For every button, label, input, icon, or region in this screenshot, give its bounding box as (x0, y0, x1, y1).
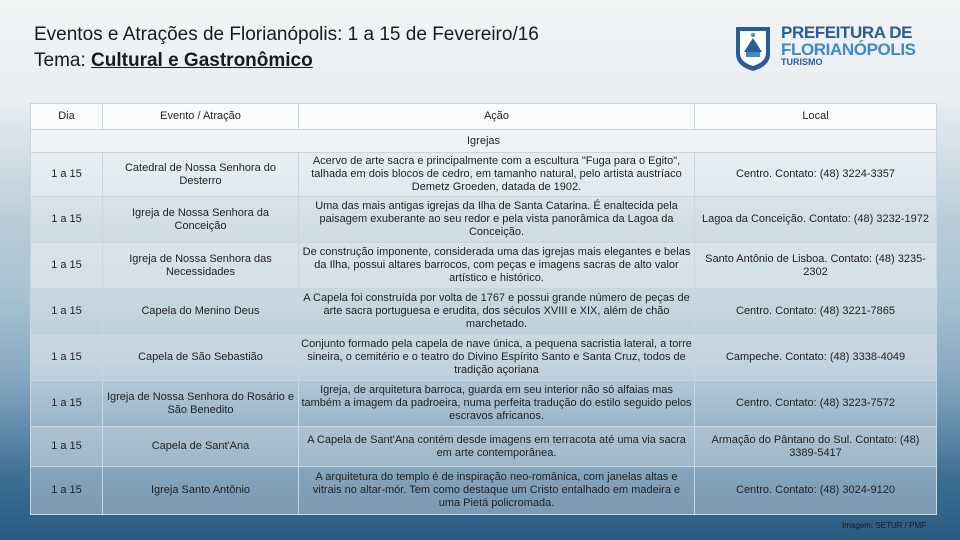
title-block (34, 22, 539, 74)
table-row (31, 467, 937, 515)
cell-acao: A Capela foi construída por volta de 1767 e possui grande número de peças de arte sacra portuguesa e erudita, dos séculos XVIII e XIX, além de chão marchetado. (299, 289, 695, 335)
table-row (31, 381, 937, 427)
cell-acao: Uma das mais antigas igrejas da Ilha de Santa Catarina. É enaltecida pela paisagem exuberante ao seu redor e pela vista panorâmica da Lagoa da Conceição. (299, 197, 695, 243)
logo-text-florianopolis: FLORIANÓPOLIS (781, 40, 916, 59)
table-row (31, 289, 937, 335)
prefeitura-logo (733, 24, 933, 74)
header-acao: Ação (299, 104, 695, 130)
table-row (31, 153, 937, 197)
image-credit: Imagem: SETUR / PMF (841, 521, 926, 530)
header-dia: Dia (31, 104, 103, 130)
table-row (31, 335, 937, 381)
page-title: Eventos e Atrações de Florianópolis: 1 a 15 de Fevereiro/16 (34, 24, 539, 45)
cell-evento: Capela de São Sebastião (103, 335, 299, 381)
page-subtitle (34, 48, 539, 74)
cell-evento: Capela do Menino Deus (103, 289, 299, 335)
cell-acao: De construção imponente, considerada uma das igrejas mais elegantes e belas da Ilha, possui altares barrocos, com peças e imagens sacras de alto valor artístico e histórico. (299, 243, 695, 289)
cell-evento: Igreja de Nossa Senhora do Rosário e São Benedito (103, 381, 299, 427)
cell-dia: 1 a 15 (31, 153, 103, 197)
city-seal-icon (733, 24, 773, 72)
events-table (30, 103, 937, 515)
logo-text-prefeitura: PREFEITURA DE (781, 23, 913, 42)
cell-evento: Catedral de Nossa Senhora do Desterro (103, 153, 299, 197)
cell-acao: Acervo de arte sacra e principalmente com a escultura "Fuga para o Egito", talhada em dois blocos de cedro, em tamanho natural, pelo artista austríaco Demetz Groeden, datada de 1902. (299, 153, 695, 197)
table-row (31, 243, 937, 289)
cell-acao: A Capela de Sant'Ana contém desde imagens em terracota até uma via sacra em arte contemporânea. (299, 427, 695, 467)
cell-evento: Capela de Sant'Ana (103, 427, 299, 467)
table-row (31, 197, 937, 243)
cell-dia: 1 a 15 (31, 335, 103, 381)
cell-local: Centro. Contato: (48) 3224-3357 (695, 153, 937, 197)
cell-dia: 1 a 15 (31, 381, 103, 427)
cell-dia: 1 a 15 (31, 197, 103, 243)
cell-local: Centro. Contato: (48) 3221-7865 (695, 289, 937, 335)
cell-dia: 1 a 15 (31, 289, 103, 335)
table-header-row (31, 104, 937, 130)
cell-local: Armação do Pântano do Sul. Contato: (48) 3389-5417 (695, 427, 937, 467)
cell-local: Centro. Contato: (48) 3223-7572 (695, 381, 937, 427)
table-row (31, 427, 937, 467)
header-local: Local (695, 104, 937, 130)
cell-evento: Igreja de Nossa Senhora da Conceição (103, 197, 299, 243)
cell-acao: Conjunto formado pela capela de nave única, a pequena sacristia lateral, a torre sineira, o cemitério e o teatro do Divino Espírito Santo e Santa Cruz, todos de tradição açoriana (299, 335, 695, 381)
cell-local: Campeche. Contato: (48) 3338-4049 (695, 335, 937, 381)
cell-dia: 1 a 15 (31, 427, 103, 467)
header-evento: Evento / Atração (103, 104, 299, 130)
cell-local: Lagoa da Conceição. Contato: (48) 3232-1972 (695, 197, 937, 243)
theme-prefix: Tema: (34, 50, 92, 71)
theme-name: Cultural e Gastronômico (91, 50, 313, 71)
section-igrejas: Igrejas (31, 130, 937, 153)
cell-dia: 1 a 15 (31, 243, 103, 289)
logo-text-turismo: TURISMO (781, 57, 823, 67)
cell-evento: Igreja de Nossa Senhora das Necessidades (103, 243, 299, 289)
section-row (31, 130, 937, 153)
cell-local: Santo Antônio de Lisboa. Contato: (48) 3235-2302 (695, 243, 937, 289)
cell-local: Centro. Contato: (48) 3024-9120 (695, 467, 937, 515)
cell-acao: A arquitetura do templo é de inspiração neo-românica, com janelas altas e vitrais no altar-mór. Tem como destaque um Cristo entalhado em madeira e uma Pietá policromada. (299, 467, 695, 515)
cell-dia: 1 a 15 (31, 467, 103, 515)
cell-evento: Igreja Santo Antônio (103, 467, 299, 515)
cell-acao: Igreja, de arquitetura barroca, guarda em seu interior não só alfaias mas também a imagem da padroeira, numa perfeita tradução do estilo seguido pelos escravos africanos. (299, 381, 695, 427)
